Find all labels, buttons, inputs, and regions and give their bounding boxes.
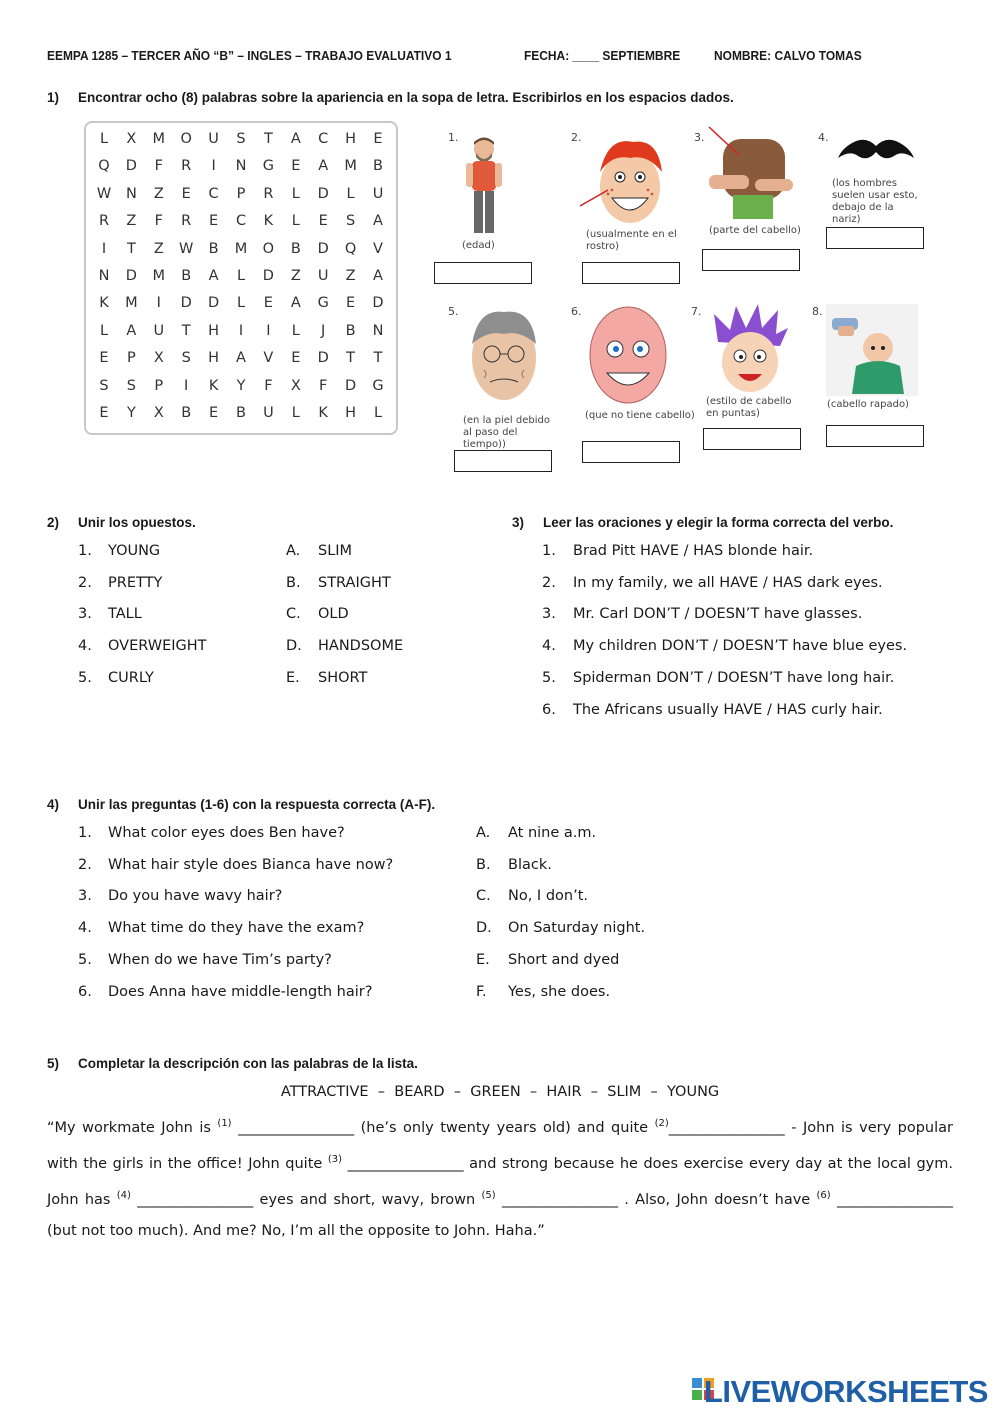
grid-letter[interactable]: A — [290, 295, 301, 312]
liveworksheets-logo: LIVEWORKSHEETS — [703, 1374, 988, 1409]
grid-letter[interactable]: D — [125, 268, 137, 284]
grid-letter[interactable]: O — [180, 131, 192, 147]
blank-4[interactable]: ________________ — [137, 1191, 254, 1208]
grid-letter[interactable]: D — [317, 240, 329, 257]
item-number: 3. — [542, 606, 556, 623]
verb-sentence-5 — [542, 670, 894, 686]
grid-letter[interactable]: L — [236, 295, 246, 312]
grid-letter[interactable]: B — [345, 322, 356, 339]
item-text: YOUNG — [108, 543, 161, 559]
answer-box-5[interactable] — [454, 450, 552, 472]
grid-letter[interactable]: Q — [98, 158, 110, 175]
grid-letter[interactable]: U — [263, 405, 274, 421]
item-text: At nine a.m. — [508, 825, 597, 841]
grid-letter[interactable]: T — [126, 240, 136, 257]
question-item-2 — [78, 857, 393, 873]
grid-letter[interactable]: T — [373, 350, 383, 367]
item-number: 1. — [78, 543, 92, 559]
grid-letter[interactable]: Z — [290, 268, 301, 284]
item-text: SHORT — [318, 669, 368, 686]
item-number: F. — [476, 983, 487, 1000]
grid-letter[interactable]: L — [346, 185, 355, 202]
grid-letter[interactable]: H — [208, 350, 220, 367]
answer-box-7[interactable] — [703, 428, 801, 450]
question-item-4 — [78, 920, 364, 936]
grid-letter[interactable]: U — [317, 268, 329, 284]
grid-letter[interactable]: E — [263, 295, 273, 312]
item-text: OVERWEIGHT — [108, 638, 207, 655]
opposite-right-item-5 — [286, 670, 367, 686]
item-text: What time do they have the exam? — [108, 920, 365, 937]
grid-letter[interactable]: B — [373, 158, 383, 175]
grid-letter[interactable]: F — [264, 377, 273, 394]
grid-letter[interactable]: H — [345, 405, 357, 421]
grid-letter[interactable]: C — [208, 185, 219, 202]
grid-letter[interactable]: K — [99, 295, 109, 312]
item-text: Spiderman DON’T / DOESN’T have long hair. — [573, 669, 895, 686]
grid-letter[interactable]: M — [152, 131, 166, 147]
item-text: SLIM — [318, 543, 353, 559]
grid-letter[interactable]: I — [211, 158, 216, 175]
freckled-boy-illustration — [578, 132, 678, 230]
grid-letter[interactable]: I — [266, 322, 271, 339]
word-list: ATTRACTIVE – BEARD – GREEN – HAIR – SLIM – YOUNG — [280, 1084, 720, 1100]
item-text: Do you have wavy hair? — [108, 888, 283, 905]
item-text: The Africans usually HAVE / HAS curly hair. — [573, 701, 883, 718]
grid-letter[interactable]: E — [209, 213, 219, 230]
grid-letter[interactable]: G — [317, 295, 329, 312]
grid-letter[interactable]: J — [321, 322, 326, 339]
grid-letter[interactable]: L — [291, 185, 300, 202]
item-text: OLD — [318, 606, 349, 623]
grid-letter[interactable]: W — [96, 185, 112, 202]
item-number: 2. — [542, 574, 556, 591]
section-1-title: 1) Encontrar ocho (8) palabras sobre la apariencia en la sopa de letra. Escribirlos en los espacios dados. — [47, 90, 734, 105]
old-man-illustration — [462, 133, 506, 237]
grid-letter[interactable]: W — [179, 240, 194, 257]
item-text: My children DON’T / DOESN’T have blue eyes. — [573, 638, 908, 655]
question-item-1 — [78, 825, 345, 841]
grid-letter[interactable]: L — [99, 322, 109, 339]
item-text: Black. — [508, 856, 552, 873]
grid-letter[interactable]: H — [208, 322, 220, 339]
grid-letter[interactable]: L — [291, 213, 300, 230]
grid-letter[interactable]: A — [290, 131, 301, 147]
grid-letter[interactable]: N — [125, 185, 137, 202]
grid-letter[interactable]: D — [317, 185, 329, 202]
grid-letter[interactable]: S — [181, 350, 191, 367]
grid-letter[interactable]: V — [373, 240, 383, 257]
item-number: A. — [286, 543, 301, 559]
name-field: NOMBRE: CALVO TOMAS — [714, 48, 862, 63]
grid-letter[interactable]: R — [181, 158, 192, 175]
item-number: 6. — [542, 701, 556, 718]
grid-letter[interactable]: G — [262, 158, 275, 175]
item-text: Yes, she does. — [508, 983, 611, 1000]
item-number: E. — [286, 669, 300, 686]
opposite-left-item-4 — [78, 638, 207, 654]
grid-letter[interactable]: A — [318, 158, 329, 175]
grid-letter[interactable]: X — [126, 131, 137, 147]
grid-letter[interactable]: I — [184, 377, 189, 394]
answer-item-3 — [476, 888, 588, 904]
grid-letter[interactable]: U — [372, 185, 384, 202]
grid-letter[interactable]: N — [235, 158, 247, 175]
answer-item-5 — [476, 952, 619, 968]
grid-letter[interactable]: B — [290, 240, 301, 257]
item-number: 6. — [78, 983, 92, 1000]
item-text: On Saturday night. — [508, 920, 646, 937]
grid-letter[interactable]: A — [208, 268, 219, 284]
wrinkled-old-man-illustration — [460, 304, 548, 412]
grid-letter[interactable]: E — [291, 158, 301, 175]
item-number: 3. — [78, 606, 92, 623]
grid-letter[interactable]: U — [153, 322, 165, 339]
item-number: 2. — [78, 574, 92, 591]
grid-letter[interactable]: L — [291, 405, 300, 421]
item-text: Short and dyed — [508, 951, 620, 968]
grid-letter[interactable]: L — [291, 322, 300, 339]
fringe-haircut-illustration — [705, 125, 801, 225]
question-item-6 — [78, 984, 372, 1000]
grid-letter[interactable]: N — [372, 322, 384, 339]
grid-letter[interactable]: A — [126, 322, 137, 339]
answer-box-6[interactable] — [582, 441, 680, 463]
grid-letter[interactable]: M — [344, 158, 357, 175]
question-item-5 — [78, 952, 332, 968]
item-number: C. — [286, 606, 301, 623]
moustache-illustration — [836, 136, 916, 168]
item-number: 4. — [78, 920, 92, 937]
grid-letter[interactable]: Z — [153, 185, 164, 202]
grid-letter[interactable]: D — [345, 377, 357, 394]
grid-letter[interactable]: R — [98, 213, 110, 230]
grid-letter[interactable]: U — [208, 131, 219, 147]
item-number: 5. — [78, 669, 92, 686]
grid-letter[interactable]: E — [346, 295, 356, 312]
grid-letter[interactable]: E — [291, 350, 301, 367]
section-2-title: 2) Unir los opuestos. — [47, 515, 196, 530]
answer-item-6 — [476, 984, 610, 1000]
item-text: In my family, we all HAVE / HAS dark eyes. — [573, 574, 883, 591]
spiky-hair-boy-illustration — [710, 304, 790, 396]
item-text: CURLY — [108, 669, 154, 686]
grid-letter[interactable]: S — [236, 131, 246, 147]
grid-letter[interactable]: D — [317, 350, 329, 367]
grid-letter[interactable]: F — [154, 213, 163, 230]
verb-sentence-3 — [542, 606, 862, 622]
blank-1[interactable]: ________________ — [238, 1119, 355, 1136]
blank-3[interactable]: ________________ — [347, 1155, 464, 1172]
grid-letter[interactable]: I — [156, 295, 161, 312]
grid-letter[interactable]: Y — [126, 405, 136, 421]
grid-letter[interactable]: S — [126, 377, 136, 394]
grid-letter[interactable]: O — [262, 240, 275, 257]
item-text: TALL — [108, 606, 142, 623]
grid-letter[interactable]: N — [98, 268, 110, 284]
grid-letter[interactable]: I — [101, 240, 107, 257]
item-number: 5. — [542, 669, 556, 686]
grid-letter[interactable]: F — [154, 158, 163, 175]
item-number: 1. — [542, 543, 556, 559]
answer-box-8[interactable] — [826, 425, 924, 447]
opposite-left-item-1 — [78, 543, 160, 559]
grid-letter[interactable]: D — [262, 268, 274, 284]
item-number: D. — [476, 920, 492, 937]
item-text: What hair style does Bianca have now? — [108, 856, 394, 873]
opposite-right-item-1 — [286, 543, 352, 559]
grid-letter[interactable]: I — [238, 322, 244, 339]
grid-letter[interactable]: A — [236, 350, 246, 367]
grid-letter[interactable]: Z — [153, 240, 164, 257]
grid-letter[interactable]: R — [263, 185, 274, 202]
item-number: 3. — [78, 888, 92, 905]
grid-letter[interactable]: X — [290, 377, 301, 394]
grid-letter[interactable]: P — [127, 350, 136, 367]
answer-item-1 — [476, 825, 596, 841]
verb-sentence-4 — [542, 638, 907, 654]
grid-letter[interactable]: R — [181, 213, 192, 230]
item-number: 4. — [542, 638, 556, 655]
item-number: C. — [476, 888, 491, 905]
grid-letter[interactable]: Q — [344, 240, 357, 257]
answer-box-2[interactable] — [582, 262, 680, 284]
grid-letter[interactable]: B — [181, 405, 192, 421]
item-number: A. — [476, 825, 491, 841]
grid-letter[interactable]: D — [125, 158, 137, 175]
opposite-left-item-3 — [78, 606, 142, 622]
answer-item-4 — [476, 920, 645, 936]
item-text: Mr. Carl DON’T / DOESN’T have glasses. — [573, 606, 863, 623]
verb-sentence-1 — [542, 543, 813, 559]
grid-letter[interactable]: B — [236, 405, 246, 421]
grid-letter[interactable]: P — [236, 185, 246, 202]
grid-letter[interactable]: E — [318, 213, 328, 230]
verb-sentence-2 — [542, 575, 883, 591]
item-number: 2. — [78, 856, 92, 873]
opposite-right-item-4 — [286, 638, 403, 654]
grid-letter[interactable]: M — [234, 240, 248, 257]
opposite-right-item-2 — [286, 575, 391, 591]
grid-letter[interactable]: T — [346, 350, 356, 367]
opposite-left-item-5 — [78, 670, 154, 686]
grid-letter[interactable]: X — [153, 350, 164, 367]
verb-sentence-6 — [542, 702, 883, 718]
grid-letter[interactable]: G — [372, 377, 384, 394]
grid-letter[interactable]: T — [263, 131, 273, 147]
section-5-title: 5) Completar la descripción con las palabras de la lista. — [47, 1056, 418, 1071]
grid-letter[interactable]: L — [373, 405, 383, 421]
grid-letter[interactable]: E — [99, 405, 109, 421]
grid-letter[interactable]: K — [208, 377, 219, 394]
grid-letter[interactable]: E — [373, 131, 383, 147]
item-text: No, I don’t. — [508, 888, 588, 905]
item-number: 4. — [78, 638, 92, 655]
question-item-3 — [78, 888, 282, 904]
grid-letter[interactable]: T — [181, 322, 191, 339]
item-number: 1. — [78, 825, 92, 841]
answer-box-3[interactable] — [702, 249, 800, 271]
blank-2[interactable]: ________________ — [668, 1119, 785, 1136]
answer-box-1[interactable] — [434, 262, 532, 284]
grid-letter[interactable]: D — [208, 295, 220, 312]
shaved-head-illustration — [826, 304, 918, 396]
grid-letter[interactable]: Z — [345, 268, 356, 284]
grid-letter[interactable]: M — [152, 268, 166, 284]
item-number: D. — [286, 638, 302, 655]
answer-box-4[interactable] — [826, 227, 924, 249]
grid-letter[interactable]: C — [318, 131, 329, 147]
grid-letter[interactable]: E — [209, 405, 219, 421]
grid-letter[interactable]: M — [125, 295, 138, 312]
grid-letter[interactable]: S — [345, 213, 356, 230]
grid-letter[interactable]: A — [373, 268, 383, 284]
grid-letter[interactable]: B — [208, 240, 219, 257]
item-text: HANDSOME — [318, 638, 404, 655]
item-text: When do we have Tim’s party? — [108, 951, 332, 968]
opposite-right-item-3 — [286, 606, 349, 622]
section-4-title: 4) Unir las preguntas (1-6) con la respuesta correcta (A-F). — [47, 797, 436, 812]
grid-letter[interactable]: E — [181, 185, 191, 202]
grid-letter[interactable]: Y — [236, 377, 246, 394]
item-text: STRAIGHT — [318, 574, 391, 591]
blank-6[interactable]: ________________ — [837, 1191, 954, 1208]
grid-letter[interactable]: A — [373, 213, 383, 230]
grid-letter[interactable]: K — [263, 213, 274, 230]
grid-letter[interactable]: H — [345, 131, 357, 147]
grid-letter[interactable]: F — [319, 377, 328, 394]
item-number: E. — [476, 951, 490, 968]
answer-item-2 — [476, 857, 552, 873]
worksheet-title: EEMPA 1285 – TERCER AÑO “B” – INGLES – TRABAJO EVALUATIVO 1 — [47, 48, 452, 63]
bald-man-illustration — [583, 303, 673, 407]
item-text: Brad Pitt HAVE / HAS blonde hair. — [573, 543, 814, 559]
grid-letter[interactable]: X — [153, 405, 164, 421]
grid-letter[interactable]: B — [181, 268, 192, 284]
grid-letter[interactable]: K — [318, 405, 328, 421]
item-number: 5. — [78, 951, 92, 968]
blank-5[interactable]: ________________ — [501, 1191, 618, 1208]
grid-letter[interactable]: C — [235, 213, 247, 230]
grid-letter[interactable]: E — [99, 350, 109, 367]
grid-letter[interactable]: D — [372, 295, 384, 312]
item-text: What color eyes does Ben have? — [108, 825, 345, 841]
grid-letter[interactable]: L — [99, 131, 109, 147]
grid-letter[interactable]: S — [99, 377, 109, 394]
item-number: B. — [286, 574, 301, 591]
grid-letter[interactable]: V — [263, 350, 274, 367]
description-paragraph: “My workmate John is $^{(1)}$ ________________ (he’s only twenty years old) and quite $^{(2)}$________________ - John is very popular with the girls in the office! John quite $^{(3)}$ ________________ and strong because he does exercise every day at the local gym. John has $^{(4)}$ ________________ eyes and short, wavy, brown $^{(5)}$ ________________ . Also, John doesn’t have $^{(6)}$ ________________ (but not too much). And me? No, I’m all the opposite to John. Haha.” — [47, 1118, 954, 1240]
item-text: Does Anna have middle-length hair? — [108, 983, 373, 1000]
grid-letter[interactable]: Z — [126, 213, 137, 230]
date-field: FECHA: ____ SEPTIEMBRE — [524, 48, 681, 63]
item-text: PRETTY — [108, 574, 163, 591]
item-number: B. — [476, 856, 491, 873]
section-3-title: 3) Leer las oraciones y elegir la forma correcta del verbo. — [512, 515, 894, 530]
grid-letter[interactable]: D — [180, 295, 192, 312]
grid-letter[interactable]: L — [236, 268, 246, 284]
grid-letter[interactable]: P — [154, 377, 164, 394]
opposite-left-item-2 — [78, 575, 162, 591]
